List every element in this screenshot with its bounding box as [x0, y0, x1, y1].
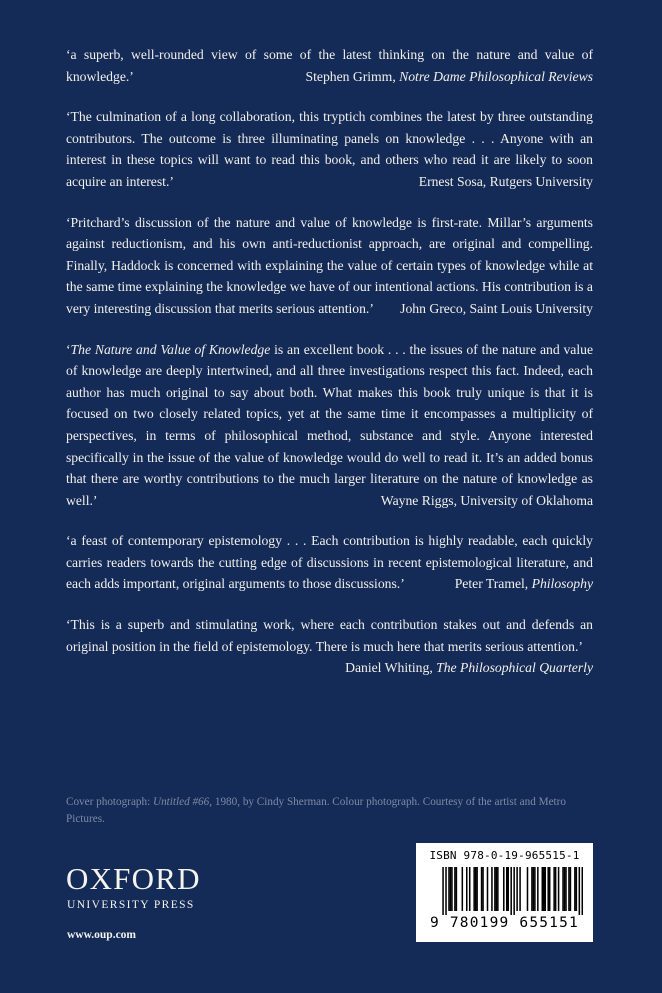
- barcode-bar: [555, 867, 557, 911]
- isbn-barcode: [416, 843, 593, 942]
- barcode-bars: [426, 867, 583, 915]
- barcode-bar: [496, 867, 498, 911]
- attribution-text: Philosophy: [531, 576, 593, 592]
- barcode-bar: [513, 867, 515, 915]
- quote-text: ‘a feast of contemporary epistemology . . . Each contribution is highly readable, each quickly carries readers towards the cutting edge of discussions in recent epistemological literature, and each adds important, original arguments to those discussions.’: [66, 533, 593, 592]
- barcode-bar: [543, 867, 545, 911]
- attribution-text: Ernest Sosa, Rutgers University: [418, 173, 593, 189]
- quote-attribution: [292, 66, 593, 88]
- credit-text: Cover photograph:: [66, 796, 153, 808]
- cover-photo-credit: [66, 794, 596, 828]
- quote-text: is an excellent book . . . the issues of the nature and value of knowledge are deeply intertwined, and all three investigations respect this fact. Indeed, each author has much original to say about both. What makes this book truly unique is that it is focused on two closely related topics, yet at the same time it encompasses a multiplicity of perspectives, in terms of philosophical method, substance and style. Anyone interested specifically in the issue of the value of knowledge would do well to read it. It’s an added bonus that there are worthy contributions to the much larger literature on the nature of knowledge as well.’: [66, 341, 594, 508]
- barcode-bar: [533, 867, 535, 911]
- quote-text: ‘Pritchard’s discussion of the nature and value of knowledge is first-rate. Millar’s arguments against reductionism, and his own anti-reductionist approach, are original and compelling. Finally, Haddock is concerned with explaining the value of certain types of knowledge while at the same time explaining the knowledge we have of our intentional actions. His contribution is a very interesting discussion that merits serious attention.’: [66, 214, 593, 316]
- barcode-bar: [503, 867, 505, 911]
- attribution-text: Wayne Riggs, University of Oklahoma: [380, 492, 593, 508]
- barcode-bar: [506, 867, 508, 911]
- barcode-bar: [507, 867, 509, 911]
- barcode-bar: [494, 867, 496, 911]
- barcode-bar: [475, 867, 477, 911]
- quote-attribution: [367, 490, 593, 512]
- review-quote-1: [66, 44, 593, 87]
- barcode-bar: [469, 867, 471, 911]
- barcode-bar: [537, 867, 539, 911]
- barcode-bar: [542, 867, 544, 911]
- publisher-url[interactable]: www.oup.com: [67, 929, 137, 941]
- barcode-bar: [568, 867, 570, 911]
- quote-attribution: [441, 573, 593, 595]
- barcode-bar: [570, 867, 572, 911]
- barcode-bar: [549, 867, 551, 911]
- barcode-bar: [482, 867, 484, 911]
- review-quote-2: [66, 106, 593, 192]
- barcode-bar: [456, 867, 458, 911]
- review-quotes: [66, 44, 593, 698]
- barcode-bar: [510, 867, 512, 915]
- quote-attribution: [386, 298, 593, 320]
- attribution-text: John Greco, Saint Louis University: [400, 300, 593, 316]
- barcode-bar: [544, 867, 546, 911]
- university-press-label: UNIVERSITY PRESS: [67, 899, 195, 911]
- review-quote-6: [66, 614, 593, 679]
- attribution-text: Daniel Whiting,: [345, 660, 437, 676]
- barcode-bar: [547, 867, 549, 911]
- barcode-bar: [582, 867, 583, 915]
- attribution-text: Stephen Grimm,: [305, 68, 400, 84]
- barcode-bar: [466, 867, 468, 911]
- review-quote-5: [66, 530, 593, 595]
- quote-text: ‘This is a superb and stimulating work, where each contribution stakes out and defends an original position in the field of epistemology. There is much here that merits serious attention.’: [66, 617, 593, 654]
- barcode-bar: [562, 867, 564, 911]
- barcode-bar: [576, 867, 578, 911]
- barcode-bar: [558, 867, 560, 911]
- barcode-bar: [442, 867, 444, 915]
- barcode-bar: [481, 867, 483, 911]
- barcode-bar: [445, 867, 447, 915]
- credit-text: Untitled #66: [153, 796, 210, 808]
- barcode-bar: [476, 867, 478, 911]
- barcode-bar: [531, 867, 533, 911]
- barcode-bar: [565, 867, 567, 911]
- barcode-bar: [491, 867, 493, 911]
- quote-attribution: [405, 171, 593, 193]
- barcode-bar: [564, 867, 566, 911]
- barcode-bar: [553, 867, 555, 911]
- barcode-bar: [473, 867, 475, 911]
- barcode-bar: [527, 867, 529, 911]
- attribution-text: Peter Tramel,: [454, 576, 532, 592]
- quote-attribution: [331, 657, 593, 679]
- quote-text: ‘The culmination of a long collaboration, this tryptich combines the latest by three outstanding contributors. The outcome is three illuminating panels on knowledge . . . Anyone with an interest in these topics will want to read this book, and others who read it are likely to soon acquire an interest.’: [66, 109, 593, 189]
- oxford-logo: OXFORD: [66, 861, 201, 896]
- barcode-digits: 9 780199 655151: [430, 915, 579, 931]
- barcode-bar: [579, 867, 581, 915]
- barcode-bar: [497, 867, 499, 911]
- attribution-text: The Philosophical Quarterly: [436, 660, 593, 676]
- quote-text: The Nature and Value of Knowledge: [70, 341, 271, 357]
- quote-text: ‘: [66, 341, 71, 357]
- credit-text: , 1980, by Cindy Sherman. Colour photograph. Courtesy of the artist and Metro Pictures.: [66, 796, 566, 825]
- barcode-bar: [519, 867, 521, 911]
- barcode-bar: [487, 867, 489, 911]
- barcode-bar: [450, 867, 452, 911]
- attribution-text: Notre Dame Philosophical Reviews: [399, 68, 593, 84]
- review-quote-3: [66, 212, 593, 320]
- barcode-bar: [462, 867, 464, 911]
- isbn-text: ISBN 978-0-19-965515-1: [429, 849, 580, 862]
- quote-text: ‘a superb, well-rounded view of some of the latest thinking on the nature and value of knowledge.’: [66, 47, 593, 84]
- barcode-bar: [534, 867, 536, 911]
- barcode-bar: [451, 867, 453, 911]
- barcode-bar: [574, 867, 576, 911]
- barcode-bar: [516, 867, 518, 911]
- barcode-bar: [448, 867, 450, 911]
- review-quote-4: [66, 339, 593, 512]
- barcode-bar: [454, 867, 456, 911]
